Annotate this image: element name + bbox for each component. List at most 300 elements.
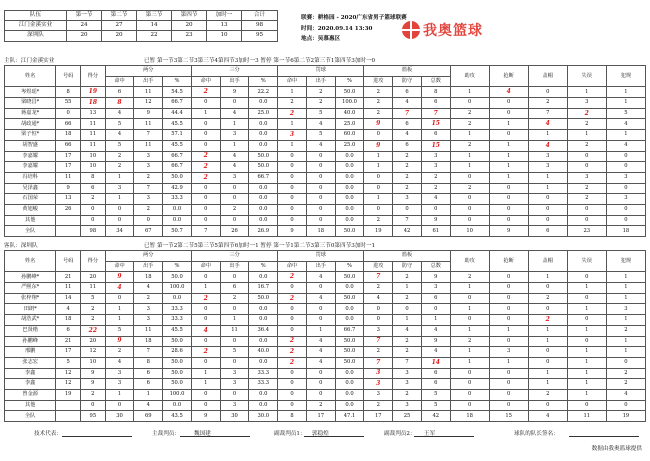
stat-cell: 3 bbox=[105, 379, 134, 390]
stat-cell: 0 bbox=[528, 357, 567, 368]
stat-cell: 0 bbox=[567, 336, 606, 347]
stat-cell: 0 bbox=[306, 379, 335, 390]
stat-cell: 33.3 bbox=[249, 379, 278, 390]
score-header-cell: 第二节 bbox=[102, 11, 137, 21]
stat-cell: 50.0 bbox=[163, 336, 192, 347]
stat-cell: 1 bbox=[450, 130, 489, 141]
stat-cell: 25 bbox=[393, 411, 422, 422]
stat-cell: 0 bbox=[528, 194, 567, 205]
stat-cell: 0 bbox=[450, 368, 489, 379]
stat-cell: 4 bbox=[220, 108, 249, 119]
stat-cell: 9 bbox=[421, 336, 450, 347]
stat-cell: 50.0 bbox=[249, 293, 278, 304]
stat-cell: 2 bbox=[278, 336, 307, 347]
stat-cell: 10 bbox=[81, 162, 106, 173]
stat-cell: 1 bbox=[450, 162, 489, 173]
stat-cell: 2 bbox=[528, 98, 567, 109]
stat-cell: 0.0 bbox=[335, 400, 364, 411]
stat-cell: 5 bbox=[306, 108, 335, 119]
stat-cell: 0 bbox=[489, 368, 528, 379]
stat-cell: 1 bbox=[105, 194, 134, 205]
header-pct: % bbox=[335, 261, 364, 272]
stat-cell: 18 bbox=[56, 315, 81, 326]
stat-cell: 0 bbox=[191, 357, 220, 368]
stat-cell: 2 bbox=[81, 315, 106, 326]
stat-cell: 3 bbox=[220, 400, 249, 411]
player-name: 孙鹏峰* bbox=[5, 272, 56, 283]
player-name: 胡浩武* bbox=[5, 315, 56, 326]
stat-cell: 66.7 bbox=[249, 172, 278, 183]
stat-cell: 0.0 bbox=[163, 293, 192, 304]
stat-cell: 1 bbox=[421, 315, 450, 326]
stat-cell: 7 bbox=[393, 108, 422, 119]
stat-cell: 2 bbox=[364, 215, 393, 226]
stat-cell: 1 bbox=[606, 336, 645, 347]
stat-cell: 0 bbox=[364, 172, 393, 183]
stat-header-row bbox=[5, 66, 646, 77]
stat-cell: 0.0 bbox=[249, 315, 278, 326]
stat-cell: 2 bbox=[364, 283, 393, 294]
stat-cell: 0 bbox=[220, 183, 249, 194]
score-header-cell: 第三节 bbox=[137, 11, 172, 21]
stat-cell: 17 bbox=[364, 411, 393, 422]
stat-cell: 11 bbox=[81, 119, 106, 130]
stat-cell: 0 bbox=[567, 400, 606, 411]
stat-cell: 0 bbox=[393, 304, 422, 315]
stat-cell: 3 bbox=[220, 379, 249, 390]
stat-cell: 4 bbox=[220, 151, 249, 162]
stat-cell: 17 bbox=[56, 347, 81, 358]
stat-cell: 2 bbox=[393, 336, 422, 347]
stat-cell: 18 bbox=[450, 411, 489, 422]
away-team-label: 客队：深圳队 bbox=[4, 243, 38, 249]
stat-cell: 11 bbox=[220, 325, 249, 336]
stat-cell: 4 bbox=[134, 283, 163, 294]
stat-cell: 0 bbox=[278, 183, 307, 194]
brand-logo bbox=[402, 18, 483, 42]
stat-cell: 4 bbox=[105, 108, 134, 119]
stat-cell: 2 bbox=[306, 87, 335, 98]
stat-cell: 2 bbox=[105, 347, 134, 358]
stat-cell: 66.7 bbox=[163, 162, 192, 173]
stat-cell: 1 bbox=[450, 304, 489, 315]
stat-cell: 0 bbox=[364, 204, 393, 215]
stat-cell: 5 bbox=[606, 108, 645, 119]
stat-cell: 0 bbox=[489, 108, 528, 119]
stat-cell: 6 bbox=[134, 379, 163, 390]
stat-cell: 11 bbox=[134, 140, 163, 151]
stat-cell: 18 bbox=[81, 98, 106, 109]
stat-cell: 3 bbox=[220, 368, 249, 379]
stat-cell: 0 bbox=[220, 194, 249, 205]
player-name: 李嘉耀 bbox=[5, 162, 56, 173]
stat-cell: 2 bbox=[393, 162, 422, 173]
stat-cell: 0 bbox=[220, 98, 249, 109]
stat-cell: 0 bbox=[278, 283, 307, 294]
stat-cell: 9 bbox=[278, 226, 307, 237]
stat-cell: 0 bbox=[278, 162, 307, 173]
stat-cell: 12 bbox=[56, 379, 81, 390]
stat-cell: 0.0 bbox=[335, 304, 364, 315]
stat-cell: 22 bbox=[81, 325, 106, 336]
header-att: 出手 bbox=[306, 261, 335, 272]
player-name: 吴泽鑫 bbox=[5, 183, 56, 194]
player-row bbox=[5, 119, 646, 130]
stat-cell: 17 bbox=[56, 151, 81, 162]
player-name: 梁子恒* bbox=[5, 130, 56, 141]
stat-cell: 4 bbox=[421, 194, 450, 205]
stat-cell: 0 bbox=[191, 400, 220, 411]
player-row bbox=[5, 204, 646, 215]
stat-cell: 0 bbox=[278, 172, 307, 183]
stat-cell: 1 bbox=[220, 315, 249, 326]
stat-cell: 2 bbox=[105, 151, 134, 162]
stat-cell: 0 bbox=[567, 293, 606, 304]
stat-cell: 2 bbox=[606, 325, 645, 336]
player-row bbox=[5, 215, 646, 226]
stat-cell: 1 bbox=[528, 183, 567, 194]
stat-cell: 2 bbox=[606, 379, 645, 390]
stat-cell: 4 bbox=[306, 272, 335, 283]
score-header-cell: 队伍 bbox=[5, 11, 67, 21]
ref2-label: 副裁判员2： bbox=[384, 431, 416, 437]
stat-cell: 100.0 bbox=[163, 283, 192, 294]
stat-cell: 11 bbox=[567, 411, 606, 422]
stat-cell: 0.0 bbox=[249, 194, 278, 205]
stat-cell: 7 bbox=[364, 272, 393, 283]
stat-cell: 11 bbox=[134, 119, 163, 130]
stat-cell: 4 bbox=[528, 140, 567, 151]
logo-text: 我奥篮球 bbox=[423, 23, 483, 39]
stat-cell: 2 bbox=[81, 389, 106, 400]
stat-cell: 0 bbox=[489, 194, 528, 205]
stat-cell: 10 bbox=[81, 357, 106, 368]
header-foul: 犯规 bbox=[606, 66, 645, 87]
stat-cell: 5 bbox=[220, 347, 249, 358]
stat-cell: 0.0 bbox=[249, 140, 278, 151]
stat-cell: 4 bbox=[105, 357, 134, 368]
stat-cell: 5 bbox=[421, 389, 450, 400]
score-cell: 23 bbox=[172, 31, 207, 41]
score-cell: 江门金溪实业 bbox=[5, 21, 67, 31]
player-name: 其他 bbox=[5, 215, 56, 226]
player-name: 黄旭峻 bbox=[5, 204, 56, 215]
stat-cell: 0 bbox=[306, 315, 335, 326]
stat-cell: 0.0 bbox=[249, 389, 278, 400]
stat-cell: 50.0 bbox=[335, 357, 364, 368]
stat-cell: 0 bbox=[306, 283, 335, 294]
stat-cell: 3 bbox=[528, 151, 567, 162]
stat-cell: 0 bbox=[393, 204, 422, 215]
stat-cell: 5 bbox=[105, 140, 134, 151]
stat-cell: 0 bbox=[191, 194, 220, 205]
player-row bbox=[5, 194, 646, 205]
stat-cell: 0 bbox=[364, 130, 393, 141]
stat-cell: 0 bbox=[489, 130, 528, 141]
stat-cell: 9 bbox=[191, 411, 220, 422]
stat-cell: 1 bbox=[278, 87, 307, 98]
stat-cell: 2 bbox=[364, 108, 393, 119]
stat-cell: 0 bbox=[567, 215, 606, 226]
header-att: 出手 bbox=[220, 261, 249, 272]
stat-cell bbox=[56, 411, 81, 422]
stat-cell: 0 bbox=[306, 204, 335, 215]
stat-cell: 3 bbox=[567, 172, 606, 183]
stat-cell: 15 bbox=[489, 411, 528, 422]
header-att: 出手 bbox=[134, 261, 163, 272]
stat-cell: 3 bbox=[364, 379, 393, 390]
stat-cell: 0 bbox=[606, 204, 645, 215]
header-two: 两分 bbox=[105, 251, 191, 262]
stat-cell: 3 bbox=[606, 172, 645, 183]
stat-cell: 6 bbox=[421, 130, 450, 141]
stat-cell: 11 bbox=[134, 325, 163, 336]
player-name: 曾金源 bbox=[5, 389, 56, 400]
stat-cell: 26.9 bbox=[249, 226, 278, 237]
stat-cell: 1 bbox=[528, 130, 567, 141]
header-att: 出手 bbox=[134, 76, 163, 87]
stat-cell: 2 bbox=[528, 315, 567, 326]
stat-cell: 0.0 bbox=[249, 130, 278, 141]
score-header-cell: 第四节 bbox=[172, 11, 207, 21]
stat-cell: 2 bbox=[81, 194, 106, 205]
stat-cell: 22.2 bbox=[249, 87, 278, 98]
stat-cell: 44.4 bbox=[163, 108, 192, 119]
stat-cell: 1 bbox=[450, 87, 489, 98]
stat-cell: 0 bbox=[278, 315, 307, 326]
stat-cell: 42 bbox=[393, 226, 422, 237]
stat-cell: 1 bbox=[567, 87, 606, 98]
stat-cell: 1 bbox=[606, 130, 645, 141]
stat-cell: 2 bbox=[306, 400, 335, 411]
stat-cell: 55 bbox=[56, 98, 81, 109]
stat-cell: 1 bbox=[567, 389, 606, 400]
stat-cell: 1 bbox=[567, 347, 606, 358]
stat-cell: 6 bbox=[528, 226, 567, 237]
header-pct: % bbox=[249, 76, 278, 87]
player-row bbox=[5, 183, 646, 194]
stat-cell: 0 bbox=[606, 400, 645, 411]
stat-cell: 0 bbox=[134, 215, 163, 226]
stat-cell: 0 bbox=[450, 315, 489, 326]
stat-cell: 100.0 bbox=[335, 98, 364, 109]
stat-cell: 3 bbox=[134, 304, 163, 315]
score-header-row bbox=[5, 11, 278, 21]
stat-cell: 50.0 bbox=[335, 87, 364, 98]
stat-cell: 0 bbox=[528, 204, 567, 215]
stat-cell: 0 bbox=[528, 283, 567, 294]
stat-cell: 4 bbox=[606, 140, 645, 151]
header-def: 防守 bbox=[393, 261, 422, 272]
stat-cell: 9 bbox=[220, 87, 249, 98]
stat-cell: 0.0 bbox=[335, 151, 364, 162]
stat-cell: 40.0 bbox=[335, 108, 364, 119]
stat-cell: 6 bbox=[105, 87, 134, 98]
stat-cell: 0.0 bbox=[249, 357, 278, 368]
stat-cell: 4 bbox=[393, 98, 422, 109]
ref2-name: 王军 bbox=[424, 431, 436, 437]
stat-cell: 47.1 bbox=[335, 411, 364, 422]
stat-cell: 0 bbox=[220, 272, 249, 283]
captain-label: 球队的队长签名： bbox=[514, 431, 559, 437]
stat-cell: 25.0 bbox=[249, 108, 278, 119]
stat-cell: 2 bbox=[450, 272, 489, 283]
stat-cell: 0 bbox=[278, 400, 307, 411]
stat-cell: 1 bbox=[364, 151, 393, 162]
header-points: 得分 bbox=[81, 66, 106, 87]
stat-cell: 25.0 bbox=[335, 140, 364, 151]
stat-cell: 0 bbox=[606, 183, 645, 194]
stat-cell: 0.0 bbox=[249, 119, 278, 130]
stat-cell: 0 bbox=[81, 400, 106, 411]
stat-cell: 2 bbox=[191, 293, 220, 304]
stat-cell: 2 bbox=[450, 140, 489, 151]
stat-cell: 0 bbox=[567, 162, 606, 173]
stat-cell: 3 bbox=[393, 379, 422, 390]
stat-cell: 0.0 bbox=[249, 98, 278, 109]
stat-cell: 0 bbox=[364, 315, 393, 326]
player-row bbox=[5, 140, 646, 151]
stat-cell: 0 bbox=[528, 215, 567, 226]
stat-cell: 2 bbox=[191, 87, 220, 98]
stat-cell: 20 bbox=[81, 272, 106, 283]
stat-cell: 2 bbox=[364, 400, 393, 411]
stat-cell: 2 bbox=[191, 172, 220, 183]
header-pct: % bbox=[249, 261, 278, 272]
stat-cell: 19 bbox=[81, 87, 106, 98]
player-name: 石国荣 bbox=[5, 194, 56, 205]
stat-cell: 4 bbox=[306, 119, 335, 130]
stat-cell: 0 bbox=[528, 304, 567, 315]
ref1-label: 副裁判员1： bbox=[274, 431, 306, 437]
stat-cell: 5 bbox=[105, 325, 134, 336]
stat-cell: 2 bbox=[421, 183, 450, 194]
stat-cell: 50.0 bbox=[163, 368, 192, 379]
stat-cell: 18 bbox=[134, 336, 163, 347]
stat-cell: 0 bbox=[489, 98, 528, 109]
stat-cell: 0.0 bbox=[249, 336, 278, 347]
stat-cell: 0 bbox=[450, 204, 489, 215]
player-row bbox=[5, 130, 646, 141]
league-name: 联赛：耕格园 - 2020广东省男子篮球联赛 bbox=[301, 15, 407, 21]
stat-cell: 1 bbox=[528, 336, 567, 347]
stat-cell: 0 bbox=[220, 389, 249, 400]
stat-cell: 98 bbox=[81, 226, 106, 237]
header-att: 出手 bbox=[306, 76, 335, 87]
player-row bbox=[5, 293, 646, 304]
stat-cell: 4 bbox=[306, 293, 335, 304]
stat-cell: 0 bbox=[606, 215, 645, 226]
stat-cell: 11 bbox=[81, 130, 106, 141]
home-stats-table bbox=[4, 65, 646, 237]
stat-cell: 1 bbox=[278, 119, 307, 130]
stat-cell: 0 bbox=[450, 379, 489, 390]
stat-cell: 10 bbox=[450, 226, 489, 237]
stat-cell: 9 bbox=[489, 226, 528, 237]
stat-cell: 0 bbox=[306, 162, 335, 173]
stat-cell: 33.3 bbox=[163, 304, 192, 315]
stat-cell: 1 bbox=[489, 172, 528, 183]
player-row bbox=[5, 336, 646, 347]
stat-cell: 6 bbox=[421, 98, 450, 109]
stat-cell: 50.0 bbox=[335, 293, 364, 304]
stat-cell: 0.0 bbox=[249, 400, 278, 411]
stat-cell: 1 bbox=[528, 368, 567, 379]
stat-cell: 4 bbox=[191, 325, 220, 336]
stat-cell: 4 bbox=[606, 119, 645, 130]
stat-cell: 2 bbox=[278, 108, 307, 119]
stat-cell: 42 bbox=[421, 411, 450, 422]
stat-cell: 18 bbox=[134, 272, 163, 283]
stat-cell: 0 bbox=[306, 304, 335, 315]
stat-cell: 7 bbox=[421, 108, 450, 119]
stat-cell: 9 bbox=[421, 272, 450, 283]
stat-cell: 0 bbox=[567, 204, 606, 215]
stat-cell: 11 bbox=[134, 87, 163, 98]
stat-cell: 0 bbox=[606, 357, 645, 368]
stat-cell: 0 bbox=[421, 204, 450, 215]
stat-cell: 1 bbox=[606, 87, 645, 98]
stat-cell: 15 bbox=[421, 119, 450, 130]
score-cell: 10 bbox=[207, 31, 242, 41]
header-total: 总数 bbox=[421, 76, 450, 87]
stat-cell: 28.6 bbox=[163, 347, 192, 358]
stat-cell: 0 bbox=[191, 315, 220, 326]
player-name: 其他 bbox=[5, 400, 56, 411]
player-row bbox=[5, 162, 646, 173]
stat-cell: 66 bbox=[56, 119, 81, 130]
stat-cell: 1 bbox=[606, 98, 645, 109]
score-cell: 深圳队 bbox=[5, 31, 67, 41]
stat-cell: 2 bbox=[278, 347, 307, 358]
stat-cell: 0.0 bbox=[249, 272, 278, 283]
stat-cell: 3 bbox=[421, 151, 450, 162]
stat-cell: 45.5 bbox=[163, 140, 192, 151]
header-ft: 罚球 bbox=[278, 66, 364, 77]
stat-cell: 0 bbox=[81, 204, 106, 215]
stat-cell: 8 bbox=[81, 172, 106, 183]
player-row bbox=[5, 272, 646, 283]
header-made: 命中 bbox=[278, 76, 307, 87]
stat-cell: 0 bbox=[278, 379, 307, 390]
stat-cell: 2 bbox=[134, 204, 163, 215]
stat-cell: 0 bbox=[567, 315, 606, 326]
game-venue: 地点：吴慕惠区 bbox=[301, 36, 341, 42]
stat-cell: 4 bbox=[306, 140, 335, 151]
stat-cell: 50.0 bbox=[163, 172, 192, 183]
stat-cell: 1 bbox=[306, 325, 335, 336]
stat-cell: 2 bbox=[567, 119, 606, 130]
stat-cell: 1 bbox=[105, 172, 134, 183]
player-row bbox=[5, 108, 646, 119]
stat-cell: 1 bbox=[364, 162, 393, 173]
stat-cell: 0 bbox=[220, 336, 249, 347]
stat-cell: 4 bbox=[421, 347, 450, 358]
stat-cell: 0.0 bbox=[335, 162, 364, 173]
stat-cell: 50.7 bbox=[163, 226, 192, 237]
score-cell: 27 bbox=[102, 21, 137, 31]
stat-cell: 66 bbox=[56, 140, 81, 151]
stat-cell: 45.5 bbox=[163, 119, 192, 130]
player-row bbox=[5, 325, 646, 336]
stat-cell: 5 bbox=[105, 119, 134, 130]
score-header-cell: 加时一 bbox=[207, 11, 242, 21]
stat-cell: 25.0 bbox=[335, 119, 364, 130]
header-pct: % bbox=[163, 261, 192, 272]
stat-cell: 7 bbox=[364, 357, 393, 368]
stat-cell: 1 bbox=[528, 379, 567, 390]
player-name: 田朗* bbox=[5, 304, 56, 315]
